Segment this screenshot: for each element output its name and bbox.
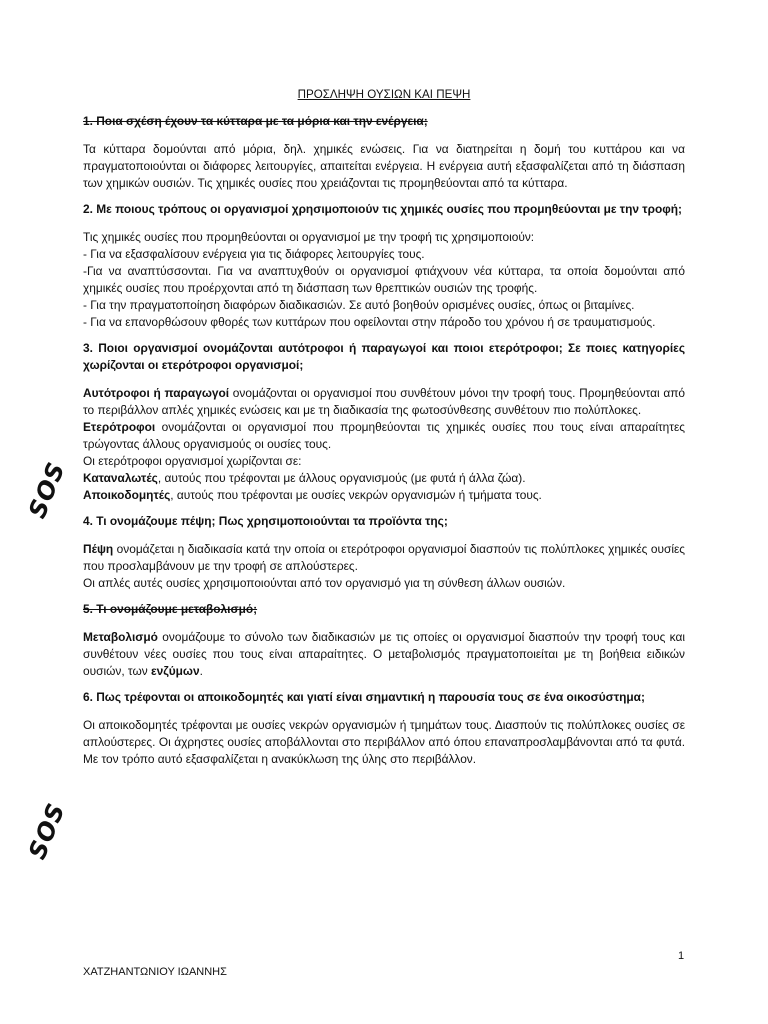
term-consumers: Καταναλωτές	[83, 471, 158, 485]
autotrophs-definition	[83, 385, 685, 419]
categories-intro: Οι ετερότροφοι οργανισμοί χωρίζονται σε:	[83, 454, 302, 468]
term-autotrophs: Αυτότροφοι ή παραγωγοί	[83, 386, 230, 400]
consumers-definition	[83, 470, 685, 487]
answer-2-item: - Για να επανορθώσουν φθορές των κυττάρων που οφείλονται στην πάροδο του χρόνου ή σε τραυματισμούς.	[83, 315, 656, 329]
autotrophs-text: ονομάζονται οι οργανισμοί που συνθέτουν μόνοι την τροφή τους. Προμηθεύονται από το περιβάλλον απλές χημικές ενώσεις και με τη διαδικασία της φωτοσύνθεσης συνθέτουν πιο πολύπλοκες.	[83, 386, 686, 417]
sos-handwritten-mark: SOS	[23, 798, 71, 864]
term-heterotrophs: Ετερότροφοι	[83, 420, 156, 434]
question-1: 1. Ποια σχέση έχουν τα κύτταρα με τα μόρια και την ενέργεια;	[83, 114, 428, 128]
answer-1: Τα κύτταρα δομούνται από μόρια, δηλ. χημικές ενώσεις. Για να διατηρείται η δομή του κυττάρου και να πραγματοποιούνται οι διάφορες λειτουργίες, απαιτείται ενέργεια. Η ενέργεια αυτή εξασφαλίζεται από τη διάσπαση των χημικών ουσιών. Τις χημικές ουσίες που χρειάζονται τις προμηθεύονται από τα κύτταρα.	[83, 142, 685, 190]
question-6: 6. Πως τρέφονται οι αποικοδομητές και γιατί είναι σημαντική η παρουσία τους σε ένα οικοσύστημα;	[83, 690, 645, 704]
term-digestion: Πέψη	[83, 542, 114, 556]
answer-2-intro: Τις χημικές ουσίες που προμηθεύονται οι οργανισμοί με την τροφή τις χρησιμοποιούν:	[83, 230, 535, 244]
digestion-definition	[83, 541, 685, 575]
digestion-line-2: Οι απλές αυτές ουσίες χρησιμοποιούνται από τον οργανισμό για τη σύνθεση άλλων ουσιών.	[83, 576, 566, 590]
term-enzymes: ενζύμων	[151, 664, 200, 678]
answer-2-item: - Για να εξασφαλίσουν ενέργεια για τις διάφορες λειτουργίες τους.	[83, 247, 425, 261]
footer-author: ΧΑΤΖΗΑΝΤΩΝΙΟΥ ΙΩΑΝΝΗΣ	[83, 966, 227, 978]
answer-3	[83, 385, 685, 504]
answer-4	[83, 541, 685, 592]
page-number: 1	[678, 950, 685, 962]
sos-handwritten-mark: SOS	[23, 457, 71, 523]
answer-2-item: -Για να αναπτύσσονται. Για να αναπτυχθούν οι οργανισμοί φτιάχνουν νέα κύτταρα, τα οποία δομούνται από χημικές ουσίες που προέρχονται από τη διάσπαση των θρεπτικών ουσιών της τροφής.	[83, 264, 685, 295]
question-3: 3. Ποιοι οργανισμοί ονομάζονται αυτότροφοι ή παραγωγοί και ποιοι ετερότροφοι; Σε ποιες κατηγορίες χωρίζονται οι ετερότροφοι οργανισμοί;	[83, 341, 685, 372]
decomposers-text: , αυτούς που τρέφονται με ουσίες νεκρών οργανισμών ή τμήματα τους.	[170, 488, 542, 502]
digestion-text: ονομάζεται η διαδικασία κατά την οποία οι ετερότροφοι οργανισμοί διασπούν τις πολύπλοκες χημικές ουσίες που προσλαμβάνουν με την τροφή σε απλούστερες.	[83, 542, 685, 573]
document-body	[83, 86, 685, 777]
question-4: 4. Τι ονομάζουμε πέψη; Πως χρησιμοποιούνται τα προϊόντα της;	[83, 514, 448, 528]
term-metabolism: Μεταβολισμό	[83, 630, 158, 644]
answer-6: Οι αποικοδομητές τρέφονται με ουσίες νεκρών οργανισμών ή τμημάτων τους. Διασπούν τις πολύπλοκες ουσίες σε απλούστερες. Οι άχρηστες ουσίες αποβάλλονται στο περιβάλλον από όπου επαναπροσλαμβάνονται από τα φυτά. Με τον τρόπο αυτό εξασφαλίζεται η ανακύκλωση της ύλης στο περιβάλλον.	[83, 718, 685, 766]
document-title: ΠΡΟΣΛΗΨΗ ΟΥΣΙΩΝ ΚΑΙ ΠΕΨΗ	[297, 88, 471, 101]
question-2: 2. Με ποιους τρόπους οι οργανισμοί χρησιμοποιούν τις χημικές ουσίες που προμηθεύονται με την τροφή;	[83, 202, 682, 216]
heterotrophs-definition	[83, 419, 685, 453]
consumers-text: , αυτούς που τρέφονται με άλλους οργανισμούς (με φυτά ή άλλα ζώα).	[157, 471, 526, 485]
metabolism-end: .	[199, 664, 203, 678]
term-decomposers: Αποικοδομητές	[83, 488, 171, 502]
decomposers-definition	[83, 487, 685, 504]
answer-5	[83, 629, 685, 680]
heterotrophs-text: ονομάζονται οι οργανισμοί που προμηθεύονται τις χημικές ουσίες που τους είναι απαραίτητες τρώγοντας άλλους οργανισμούς οι ουσίες τους.	[83, 420, 685, 451]
answer-2-item: - Για την πραγματοποίηση διαφόρων διαδικασιών. Σε αυτό βοηθούν ορισμένες ουσίες, όπως οι βιταμίνες.	[83, 298, 635, 312]
question-5: 5. Τι ονομάζουμε μεταβολισμό;	[83, 602, 258, 616]
answer-2	[83, 229, 685, 331]
metabolism-text: ονομάζουμε το σύνολο των διαδικασιών με τις οποίες οι οργανισμοί διασπούν την τροφή τους και συνθέτουν νέες ουσίες που τους είναι απαραίτητες. Ο μεταβολισμός πραγματοποιείται με τη βοήθεια ειδικών ουσιών, των	[83, 630, 685, 678]
